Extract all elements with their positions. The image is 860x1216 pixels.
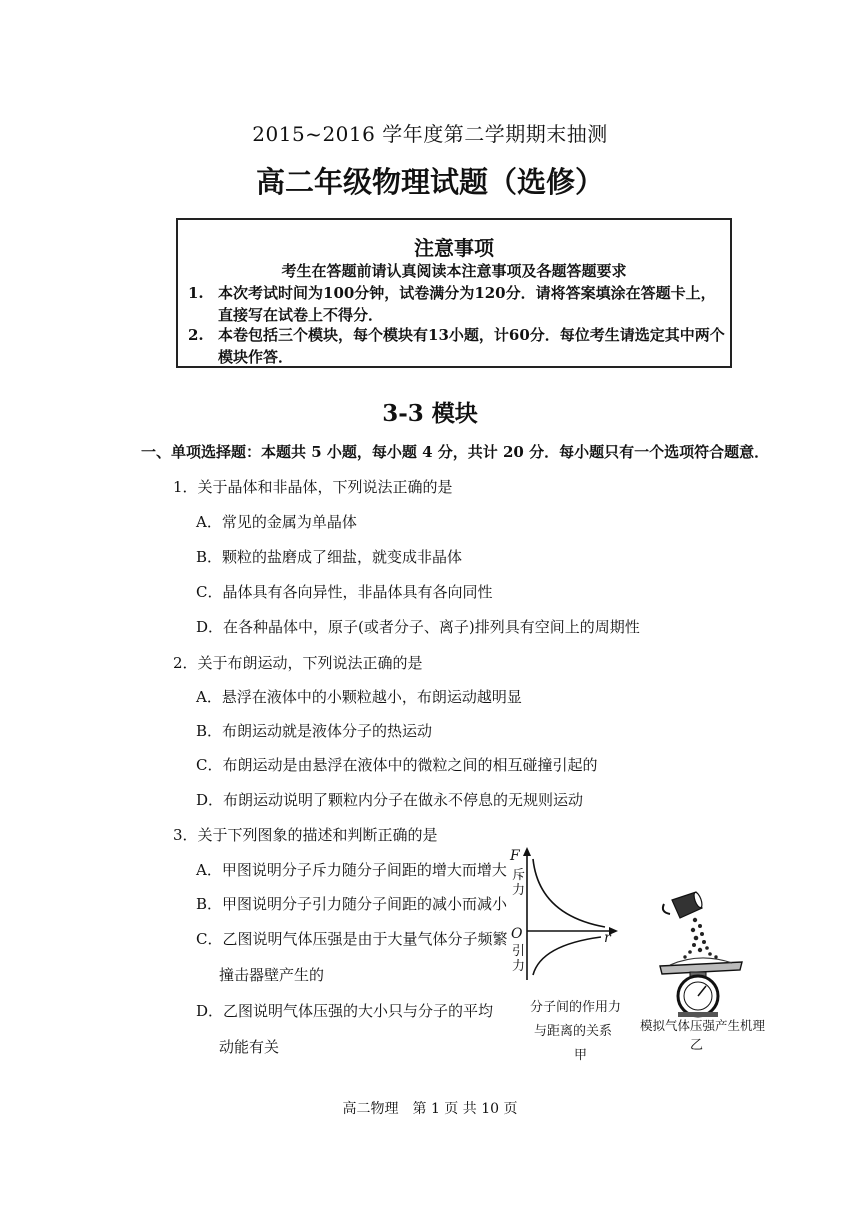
question-option: B．甲图说明分子引力随分子间距的减小而减小 [196,895,508,913]
question-option-continued: 动能有关 [219,1038,280,1056]
notice-subtitle: 考生在答题前请认真阅读本注意事项及各题答题要求 [281,262,627,280]
notice-item-text: 本卷包括三个模块，每个模块有13小题，计60分．每位考生请选定其中两个模块作答． [218,326,725,366]
exam-title: 高二年级物理试题（选修） [255,165,604,199]
notice-item [188,324,728,368]
falling-beans [683,918,717,959]
question-stem: 2．关于布朗运动，下列说法正确的是 [173,654,423,672]
notice-title: 注意事项 [414,236,494,260]
question-option: C．乙图说明气体压强是由于大量气体分子频繁 [196,930,508,948]
graph-y-label: F [510,848,520,864]
repulsion-label: 斥力 [512,868,526,898]
figure-yi-name: 乙 [690,1038,704,1053]
question-option: B．布朗运动就是液体分子的热运动 [196,722,433,740]
graph-x-label: r [604,930,611,946]
figure-yi-caption: 模拟气体压强产生机理 [640,1018,766,1033]
graph-origin-label: O [511,926,523,942]
question-option-continued: 撞击器壁产生的 [219,966,325,984]
attraction-label: 引力 [512,944,526,974]
page-footer: 高二物理 第 1 页 共 10 页 [342,1101,518,1117]
attraction-curve [533,937,601,975]
cup-icon [663,891,704,918]
notice-item-number: 2. [188,326,204,344]
question-option: A．甲图说明分子斥力随分子间距的增大而增大 [196,861,507,879]
question-option: C．布朗运动是由悬浮在液体中的微粒之间的相互碰撞引起的 [196,756,598,774]
question-stem: 3．关于下列图象的描述和判断正确的是 [173,826,438,844]
figure-jia-caption-line2: 与距离的关系 [534,1024,613,1039]
notice-box [176,218,732,368]
module-title: 3-3 模块 [382,400,478,427]
notice-item-number: 1. [188,284,204,302]
question-option: C．晶体具有各向异性，非晶体具有各向同性 [196,583,493,601]
question-option: D．在各种晶体中，原子(或者分子、离子)排列具有空间上的周期性 [196,618,640,636]
question-option: A．悬浮在液体中的小颗粒越小，布朗运动越明显 [196,688,522,706]
section-heading: 一、单项选择题：本题共 5 小题，每小题 4 分，共计 20 分．每小题只有一个选项符合题意． [141,443,770,461]
question-option: D．乙图说明气体压强的大小只与分子的平均 [196,1002,494,1020]
repulsion-curve [533,859,605,927]
notice-item [188,282,728,326]
exam-year-line: 2015~2016 学年度第二学期期末抽测 [252,122,608,146]
gas-pressure-simulation-illustration [650,890,760,1018]
question-stem: 1．关于晶体和非晶体，下列说法正确的是 [173,478,453,496]
question-option: A．常见的金属为单晶体 [196,513,357,531]
figure-jia-caption-line1: 分子间的作用力 [530,1000,622,1015]
figure-jia-name: 甲 [574,1048,588,1063]
notice-item-text: 本次考试时间为100分钟，试卷满分为120分．请将答案填涂在答题卡上，直接写在试卷上不得分． [218,284,716,324]
graph-y-arrow [523,847,531,856]
question-option: D．布朗运动说明了颗粒内分子在做永不停息的无规则运动 [196,791,584,809]
question-option: B．颗粒的盐磨成了细盐，就变成非晶体 [196,548,463,566]
